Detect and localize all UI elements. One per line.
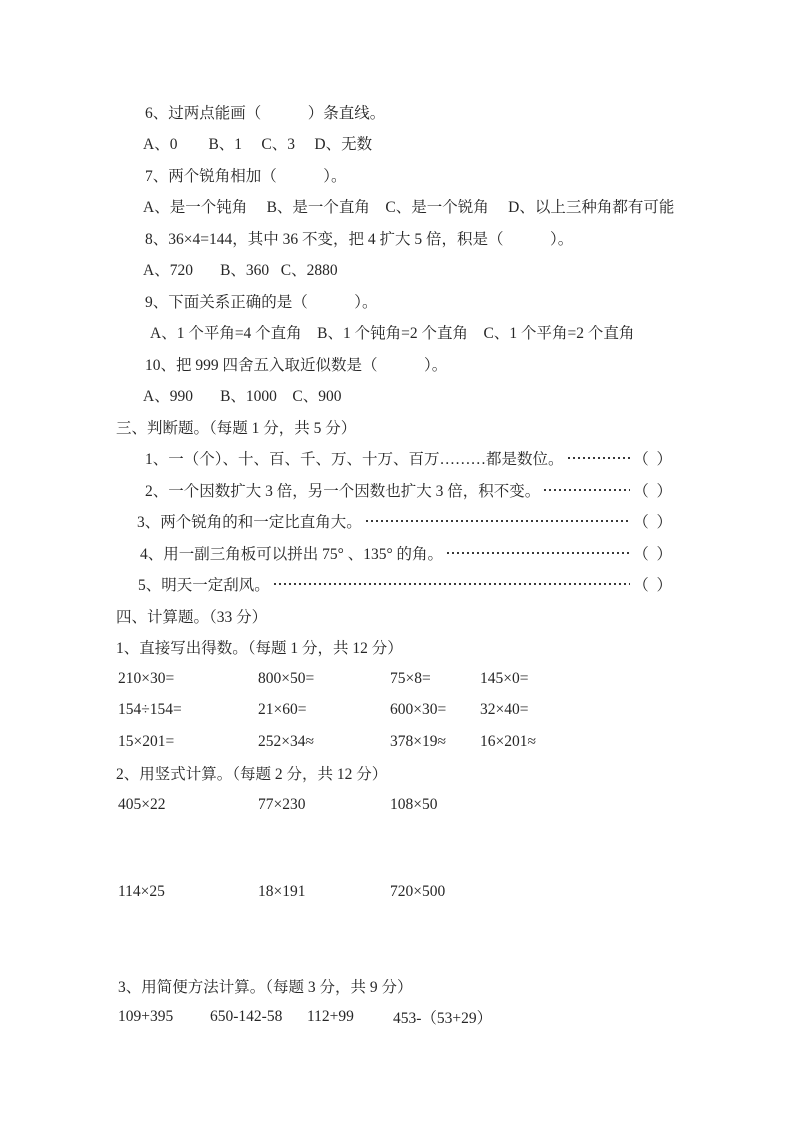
heading-text: 四、计算题。（33 分） xyxy=(116,608,268,626)
options-6 xyxy=(143,128,672,160)
dotted-leader xyxy=(366,520,630,522)
expression: 112+99 xyxy=(307,1008,354,1026)
heading-text: 1、直接写出得数。（每题 1 分，共 12 分） xyxy=(116,640,403,658)
question-text: 10、把 999 四舍五入取近似数是（ ）。 xyxy=(145,356,448,374)
answer-bracket: （ ） xyxy=(633,514,672,532)
heading-text: 3、用简便方法计算。（每题 3 分，共 9 分） xyxy=(118,978,413,996)
options-10 xyxy=(143,380,672,412)
heading-text: 三、判断题。（每题 1 分，共 5 分） xyxy=(116,419,357,437)
calculation-section-heading xyxy=(116,600,672,632)
worked-space xyxy=(116,821,672,877)
judgment-item-3 xyxy=(137,506,672,538)
question-6 xyxy=(145,96,672,128)
answer-bracket: （ ） xyxy=(633,451,672,469)
question-text: 6、过两点能画（ ）条直线。 xyxy=(145,104,386,122)
judgment-item-2 xyxy=(145,474,672,506)
expression: 145×0= xyxy=(480,669,529,687)
vertical-calc-row-2 xyxy=(118,877,672,909)
question-text: 8、36×4=144，其中 36 不变，把 4 扩大 5 倍，积是（ ）。 xyxy=(145,230,574,248)
options-text: A、990 B、1000 C、900 xyxy=(143,388,342,406)
dotted-leader xyxy=(447,552,630,554)
dotted-leader xyxy=(568,457,631,459)
answer-bracket: （ ） xyxy=(633,482,672,500)
question-9 xyxy=(145,285,672,317)
judgment-text: 3、两个锐角的和一定比直角大。 xyxy=(137,514,362,532)
simple-calc-row-1 xyxy=(118,1002,672,1034)
vertical-calc-row-1 xyxy=(118,789,672,821)
question-10 xyxy=(145,348,672,380)
expression: 21×60= xyxy=(258,701,307,719)
options-text: A、720 B、360 C、2880 xyxy=(143,262,338,280)
expression: 800×50= xyxy=(258,669,315,687)
judgment-section-heading xyxy=(116,411,672,443)
expression: 18×191 xyxy=(258,883,306,901)
question-text: 9、下面关系正确的是（ ）。 xyxy=(145,293,378,311)
options-text: A、0 B、1 C、3 D、无数 xyxy=(143,136,373,154)
expression: 210×30= xyxy=(118,669,175,687)
heading-text: 2、用竖式计算。（每题 2 分，共 12 分） xyxy=(116,766,388,784)
expression: 405×22 xyxy=(118,795,166,813)
judgment-text: 2、一个因数扩大 3 倍，另一个因数也扩大 3 倍，积不变。 xyxy=(145,482,541,500)
worked-space xyxy=(116,908,672,970)
expression: 109+395 xyxy=(118,1008,174,1026)
expression: 32×40= xyxy=(480,701,529,719)
judgment-text: 4、用一副三角板可以拼出 75° 、135° 的角。 xyxy=(140,545,444,563)
expression: 75×8= xyxy=(390,669,431,687)
question-text: 7、两个锐角相加（ ）。 xyxy=(145,167,347,185)
direct-calc-heading xyxy=(116,632,672,664)
answer-bracket: （ ） xyxy=(633,577,672,595)
expression: 720×500 xyxy=(390,883,446,901)
dotted-leader xyxy=(544,489,630,491)
dotted-leader xyxy=(274,583,630,585)
judgment-item-1 xyxy=(145,443,672,475)
expression: 114×25 xyxy=(118,883,165,901)
options-text: A、1 个平角=4 个直角 B、1 个钝角=2 个直角 C、1 个平角=2 个直角 xyxy=(150,325,635,343)
expression: 108×50 xyxy=(390,795,438,813)
expression: 252×34≈ xyxy=(258,732,314,750)
options-7 xyxy=(143,191,675,223)
direct-calc-row-3 xyxy=(118,726,672,758)
options-8 xyxy=(143,254,672,286)
answer-bracket: （ ） xyxy=(633,545,672,563)
simple-calc-heading xyxy=(118,970,672,1002)
expression: 154÷154= xyxy=(118,701,182,719)
judgment-text: 5、明天一定刮风。 xyxy=(138,577,270,595)
expression: 453-（53+29） xyxy=(393,1010,493,1028)
question-8 xyxy=(145,222,672,254)
expression: 16×201≈ xyxy=(480,732,536,750)
direct-calc-row-1 xyxy=(118,663,672,695)
vertical-calc-heading xyxy=(116,758,672,790)
expression: 650-142-58 xyxy=(210,1008,283,1026)
options-9 xyxy=(150,317,672,349)
expression: 77×230 xyxy=(258,795,306,813)
options-text: A、是一个钝角 B、是一个直角 C、是一个锐角 D、以上三种角都有可能 xyxy=(143,199,675,217)
direct-calc-row-2 xyxy=(118,695,672,727)
expression: 600×30= xyxy=(390,701,447,719)
judgment-item-5 xyxy=(138,569,672,601)
judgment-item-4 xyxy=(140,537,672,569)
expression: 15×201= xyxy=(118,732,175,750)
expression: 378×19≈ xyxy=(390,732,446,750)
judgment-text: 1、一（个）、十、百、千、万、十万、百万………都是数位。 xyxy=(145,451,564,469)
question-7 xyxy=(145,159,672,191)
